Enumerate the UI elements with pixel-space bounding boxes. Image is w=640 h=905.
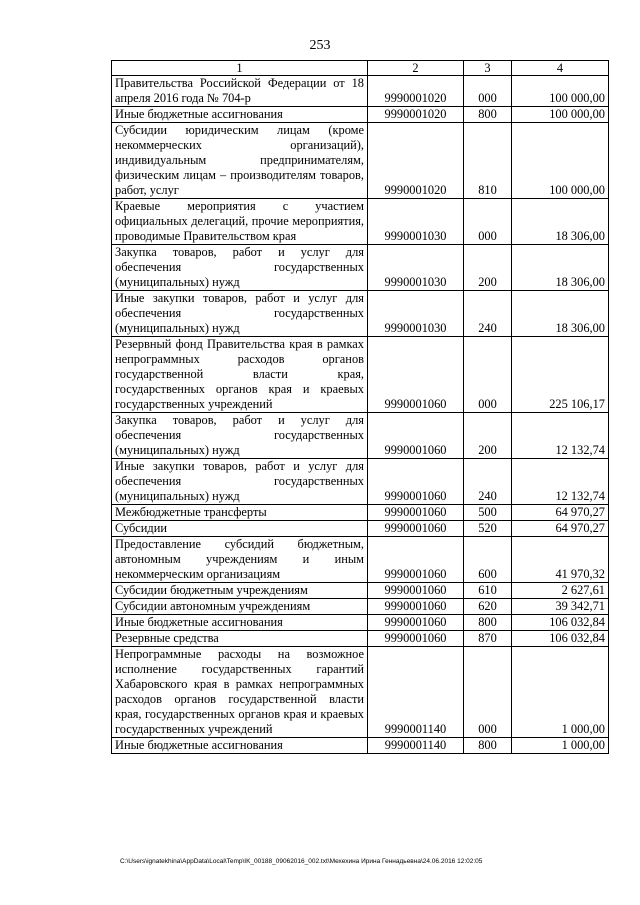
row-amount-cell: 39 342,71 [512,599,609,615]
column-header-code: 2 [368,61,464,76]
row-amount-cell: 100 000,00 [512,123,609,199]
row-expense-type-cell: 200 [464,413,512,459]
column-header-expense-type: 3 [464,61,512,76]
row-expense-type-cell: 240 [464,459,512,505]
row-name-cell: Закупка товаров, работ и услуг для обеспечения государственных (муниципальных) нужд [112,245,368,291]
row-amount-cell: 18 306,00 [512,291,609,337]
table-row [112,738,609,754]
row-name-cell: Непрограммные расходы на возможное исполнение государственных гарантий Хабаровского края в рамках непрограммных расходов органов государственной власти края, государственных органов края и краевых государственных учреждений [112,647,368,738]
row-code-cell: 9990001020 [368,123,464,199]
table-row [112,615,609,631]
table-row [112,245,609,291]
row-amount-cell: 64 970,27 [512,505,609,521]
row-expense-type-cell: 800 [464,615,512,631]
column-header-name: 1 [112,61,368,76]
row-amount-cell: 2 627,61 [512,583,609,599]
row-code-cell: 9990001030 [368,245,464,291]
row-name-cell: Закупка товаров, работ и услуг для обеспечения государственных (муниципальных) нужд [112,413,368,459]
row-name-cell: Иные бюджетные ассигнования [112,738,368,754]
row-amount-cell: 41 970,32 [512,537,609,583]
row-amount-cell: 12 132,74 [512,413,609,459]
row-code-cell: 9990001020 [368,107,464,123]
row-code-cell: 9990001140 [368,647,464,738]
row-expense-type-cell: 520 [464,521,512,537]
row-code-cell: 9990001060 [368,505,464,521]
row-amount-cell: 18 306,00 [512,199,609,245]
table-row [112,537,609,583]
row-expense-type-cell: 610 [464,583,512,599]
row-code-cell: 9990001060 [368,599,464,615]
row-code-cell: 9990001030 [368,291,464,337]
table-row [112,337,609,413]
row-name-cell: Резервный фонд Правительства края в рамках непрограммных расходов органов государственной власти края, государственных органов края и краевых государственных учреждений [112,337,368,413]
row-amount-cell: 64 970,27 [512,521,609,537]
row-code-cell: 9990001060 [368,413,464,459]
footer-file-path: C:\Users\ignatekhina\AppData\Local\Temp\IK_00188_09062016_002.txt\Мехехина Ирина Геннадьевна\24.06.2016 12:02:05 [120,858,483,865]
row-name-cell: Резервные средства [112,631,368,647]
table-row [112,505,609,521]
row-code-cell: 9990001060 [368,631,464,647]
row-name-cell: Субсидии юридическим лицам (кроме некоммерческих организаций), индивидуальным предпринимателям, физическим лицам – производителям товаров, работ, услуг [112,123,368,199]
table-row [112,107,609,123]
row-expense-type-cell: 000 [464,76,512,107]
row-name-cell: Межбюджетные трансферты [112,505,368,521]
row-amount-cell: 1 000,00 [512,738,609,754]
row-code-cell: 9990001060 [368,337,464,413]
row-expense-type-cell: 800 [464,107,512,123]
row-name-cell: Субсидии [112,521,368,537]
row-amount-cell: 18 306,00 [512,245,609,291]
row-expense-type-cell: 500 [464,505,512,521]
row-name-cell: Иные бюджетные ассигнования [112,107,368,123]
row-amount-cell: 12 132,74 [512,459,609,505]
row-expense-type-cell: 870 [464,631,512,647]
table-row [112,647,609,738]
row-expense-type-cell: 600 [464,537,512,583]
table-row [112,521,609,537]
table-row [112,583,609,599]
row-expense-type-cell: 000 [464,647,512,738]
column-header-amount: 4 [512,61,609,76]
table-row [112,291,609,337]
row-code-cell: 9990001060 [368,459,464,505]
row-expense-type-cell: 240 [464,291,512,337]
row-amount-cell: 100 000,00 [512,107,609,123]
table-row [112,413,609,459]
row-amount-cell: 106 032,84 [512,631,609,647]
budget-table [111,60,609,754]
row-name-cell: Краевые мероприятия с участием официальных делегаций, прочие мероприятия, проводимые Правительством края [112,199,368,245]
row-code-cell: 9990001140 [368,738,464,754]
row-code-cell: 9990001060 [368,583,464,599]
row-name-cell: Правительства Российской Федерации от 18 апреля 2016 года № 704-р [112,76,368,107]
table-row [112,631,609,647]
table-row [112,76,609,107]
page-number: 253 [309,38,331,53]
row-amount-cell: 106 032,84 [512,615,609,631]
row-amount-cell: 100 000,00 [512,76,609,107]
table-row [112,459,609,505]
table-header-row [112,61,609,76]
row-name-cell: Предоставление субсидий бюджетным, автономным учреждениям и иным некоммерческим организациям [112,537,368,583]
row-name-cell: Субсидии автономным учреждениям [112,599,368,615]
row-name-cell: Иные закупки товаров, работ и услуг для обеспечения государственных (муниципальных) нужд [112,291,368,337]
row-expense-type-cell: 000 [464,199,512,245]
table-row [112,123,609,199]
row-expense-type-cell: 200 [464,245,512,291]
row-code-cell: 9990001060 [368,521,464,537]
table-row [112,599,609,615]
row-expense-type-cell: 800 [464,738,512,754]
row-code-cell: 9990001030 [368,199,464,245]
row-expense-type-cell: 000 [464,337,512,413]
row-name-cell: Иные бюджетные ассигнования [112,615,368,631]
row-amount-cell: 225 106,17 [512,337,609,413]
row-code-cell: 9990001060 [368,615,464,631]
row-code-cell: 9990001020 [368,76,464,107]
row-name-cell: Иные закупки товаров, работ и услуг для обеспечения государственных (муниципальных) нужд [112,459,368,505]
row-expense-type-cell: 810 [464,123,512,199]
row-expense-type-cell: 620 [464,599,512,615]
row-name-cell: Субсидии бюджетным учреждениям [112,583,368,599]
table-row [112,199,609,245]
row-code-cell: 9990001060 [368,537,464,583]
row-amount-cell: 1 000,00 [512,647,609,738]
